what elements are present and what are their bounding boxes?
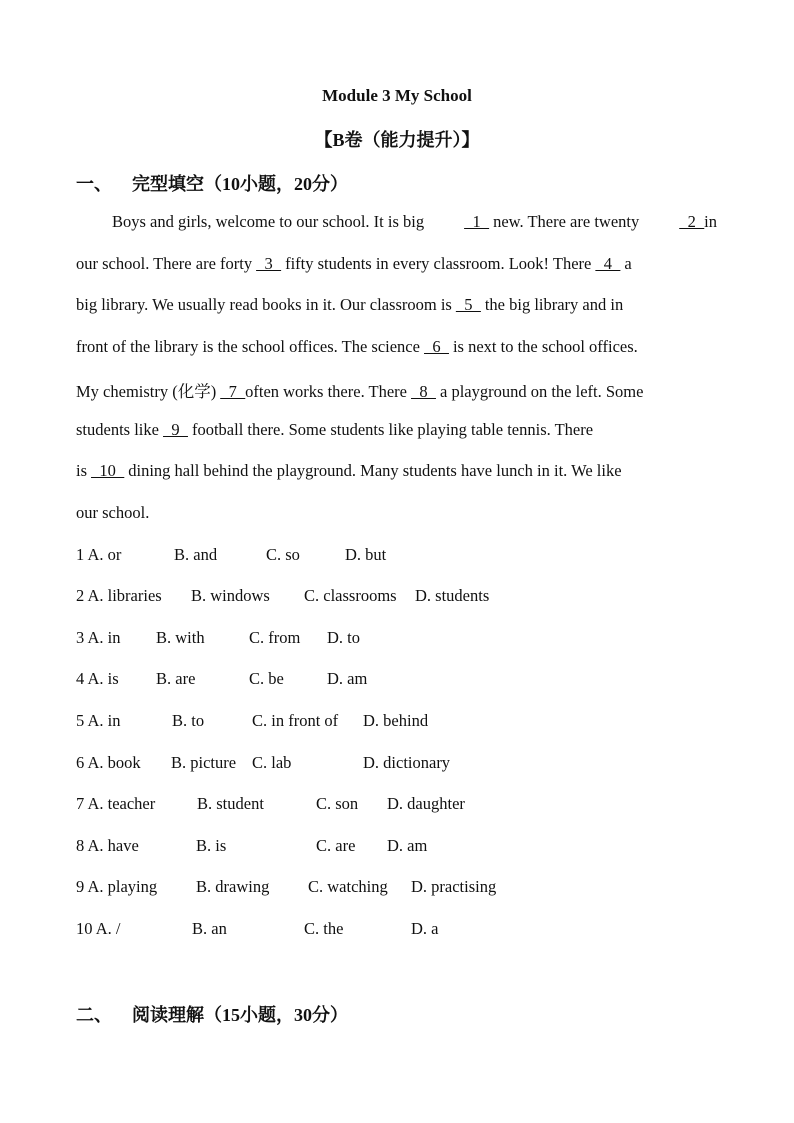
option-c: C. so bbox=[266, 545, 300, 564]
passage-text: fifty students in every classroom. Look! There bbox=[280, 254, 596, 273]
option-row-10 bbox=[76, 919, 716, 941]
passage-line-2 bbox=[76, 254, 724, 274]
section-2-label: 阅读理解（15小题，30分） bbox=[132, 1005, 348, 1025]
option-a: 7 A. teacher bbox=[76, 794, 156, 813]
passage-text: the big library and in bbox=[480, 295, 624, 314]
option-b: B. an bbox=[192, 919, 227, 938]
section-1-number: 一、 bbox=[76, 174, 112, 194]
section-2-number: 二、 bbox=[76, 1005, 112, 1025]
option-b: B. and bbox=[174, 545, 218, 564]
blank-9: _9_ bbox=[163, 420, 188, 439]
passage-text: My chemistry (化学) bbox=[76, 382, 221, 401]
option-a: 3 A. in bbox=[76, 628, 121, 647]
option-row-2 bbox=[76, 586, 716, 608]
option-a: 5 A. in bbox=[76, 711, 121, 730]
option-d: D. am bbox=[387, 836, 428, 855]
section-1-label: 完型填空（10小题，20分） bbox=[132, 174, 348, 194]
passage-text: football there. Some students like playing table tennis. There bbox=[187, 420, 594, 439]
blank-4: _4_ bbox=[595, 254, 621, 273]
option-a: 8 A. have bbox=[76, 836, 139, 855]
option-c: C. watching bbox=[308, 877, 388, 896]
blank-5: _5_ bbox=[455, 295, 481, 314]
passage-text: is next to the school offices. bbox=[448, 337, 638, 356]
passage-text: students like bbox=[76, 420, 164, 439]
option-d: D. a bbox=[411, 919, 439, 938]
option-c: C. classrooms bbox=[304, 586, 397, 605]
option-d: D. dictionary bbox=[363, 753, 451, 772]
document-subtitle: 【B卷（能力提升）】 bbox=[314, 130, 480, 150]
option-b: B. to bbox=[172, 711, 205, 730]
passage-text: dining hall behind the playground. Many students have lunch in it. We like bbox=[124, 461, 622, 480]
option-b: B. is bbox=[196, 836, 227, 855]
option-row-8 bbox=[76, 836, 716, 858]
option-c: C. the bbox=[304, 919, 344, 938]
option-c: C. in front of bbox=[252, 711, 339, 730]
option-row-9 bbox=[76, 877, 716, 899]
option-c: C. from bbox=[249, 628, 301, 647]
passage-text: big library. We usually read books in it. Our classroom is bbox=[76, 295, 456, 314]
section-1-heading bbox=[76, 170, 348, 196]
option-a: 6 A. book bbox=[76, 753, 141, 772]
option-row-7 bbox=[76, 794, 716, 816]
blank-10: _10_ bbox=[91, 461, 125, 480]
option-row-5 bbox=[76, 711, 716, 733]
option-a: 9 A. playing bbox=[76, 877, 158, 896]
option-b: B. student bbox=[197, 794, 264, 813]
option-a: 1 A. or bbox=[76, 545, 122, 564]
option-d: D. daughter bbox=[387, 794, 465, 813]
passage-line-5 bbox=[76, 378, 724, 402]
blank-6: _6_ bbox=[424, 337, 449, 356]
option-a: 2 A. libraries bbox=[76, 586, 162, 605]
option-row-1 bbox=[76, 545, 716, 567]
option-c: C. son bbox=[316, 794, 359, 813]
passage-line-8 bbox=[76, 503, 724, 523]
passage-text: is bbox=[76, 461, 92, 480]
passage-line-3 bbox=[76, 295, 724, 315]
option-a: 4 A. is bbox=[76, 669, 119, 688]
passage-text: our school. There are forty bbox=[76, 254, 257, 273]
option-d: D. students bbox=[415, 586, 490, 605]
passage-text: a playground on the left. Some bbox=[435, 382, 644, 401]
passage-line-7 bbox=[76, 461, 724, 481]
passage-line-4 bbox=[76, 337, 724, 357]
option-b: B. drawing bbox=[196, 877, 270, 896]
blank-8: _8_ bbox=[411, 382, 436, 401]
section-2-heading bbox=[76, 1001, 348, 1027]
passage-text: new. There are twenty bbox=[488, 212, 644, 231]
passage-text: our school. bbox=[76, 503, 150, 522]
passage-text: front of the library is the school offices. The science bbox=[76, 337, 425, 356]
passage-text: often works there. There bbox=[245, 382, 412, 401]
option-c: C. are bbox=[316, 836, 356, 855]
option-row-6 bbox=[76, 753, 716, 775]
option-d: D. am bbox=[327, 669, 368, 688]
option-b: B. with bbox=[156, 628, 205, 647]
option-d: D. behind bbox=[363, 711, 429, 730]
option-b: B. picture bbox=[171, 753, 237, 772]
option-d: D. practising bbox=[411, 877, 497, 896]
document-title: Module 3 My School bbox=[322, 86, 472, 105]
option-d: D. to bbox=[327, 628, 360, 647]
passage-line-1 bbox=[76, 212, 724, 232]
option-d: D. but bbox=[345, 545, 387, 564]
passage-text: Boys and girls, welcome to our school. It is big bbox=[112, 212, 429, 231]
option-b: B. windows bbox=[191, 586, 270, 605]
option-b: B. are bbox=[156, 669, 196, 688]
option-a: 10 A. / bbox=[76, 919, 121, 938]
passage-text: in bbox=[704, 212, 717, 231]
passage-text: a bbox=[620, 254, 632, 273]
passage-line-6 bbox=[76, 420, 724, 440]
blank-7: _7_ bbox=[220, 382, 246, 401]
blank-1: _1_ bbox=[464, 212, 489, 231]
option-c: C. be bbox=[249, 669, 284, 688]
option-row-4 bbox=[76, 669, 716, 691]
option-row-3 bbox=[76, 628, 716, 650]
blank-3: _3_ bbox=[256, 254, 281, 273]
option-c: C. lab bbox=[252, 753, 292, 772]
blank-2: _2_ bbox=[679, 212, 705, 231]
